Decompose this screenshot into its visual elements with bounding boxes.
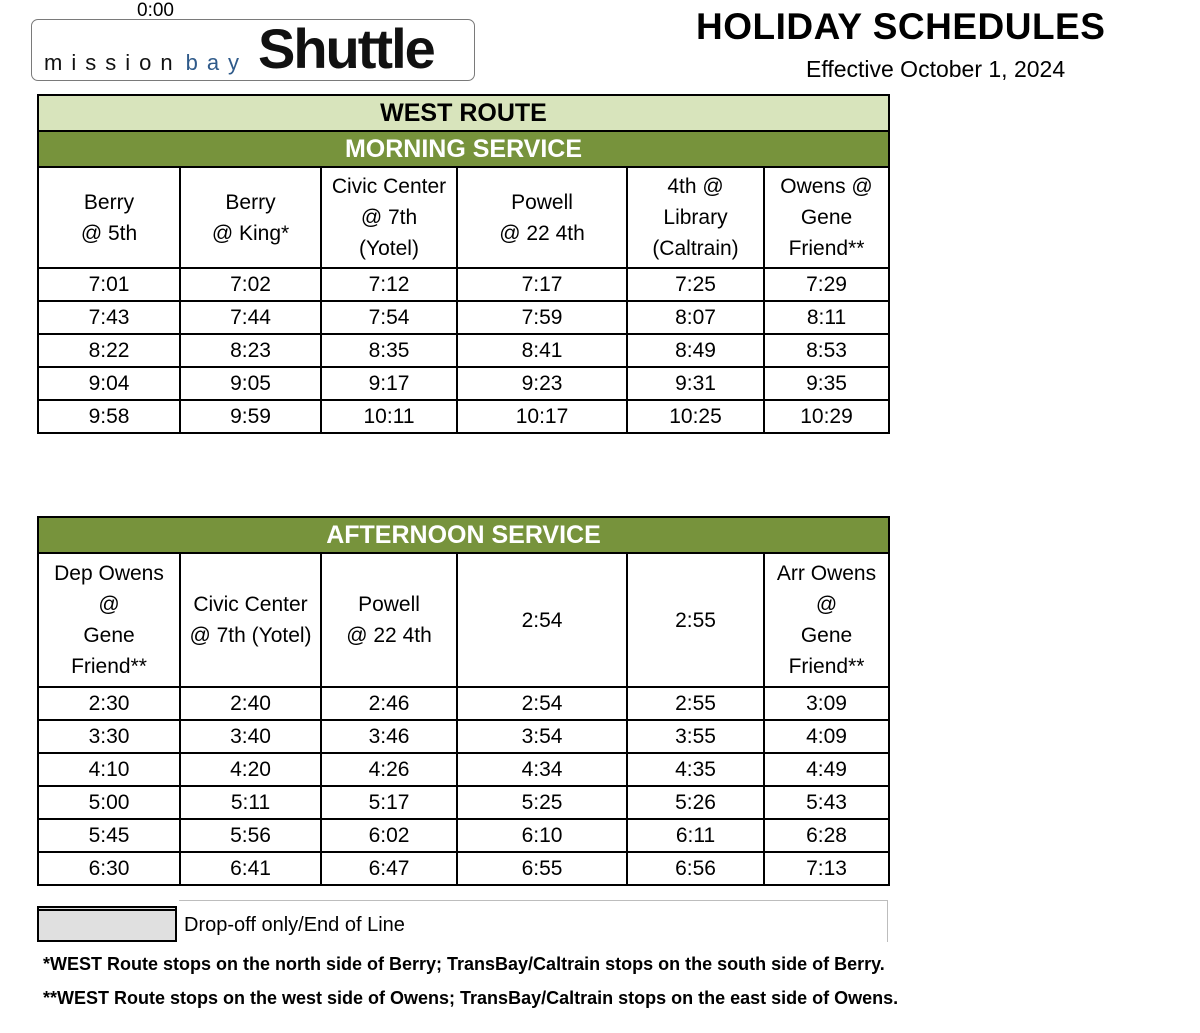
morning-column-header <box>627 167 764 268</box>
departure-time-cell: 8:35 <box>321 334 457 367</box>
table-row <box>38 367 889 400</box>
departure-time-cell: 5:56 <box>180 819 321 852</box>
departure-time-cell: 8:11 <box>764 301 889 334</box>
departure-time-cell: 3:09 <box>764 687 889 720</box>
morning-column-header <box>180 167 321 268</box>
column-header-line: Friend** <box>788 237 865 260</box>
departure-time-cell: 9:35 <box>764 367 889 400</box>
table-row <box>38 301 889 334</box>
morning-column-header <box>764 167 889 268</box>
departure-time-cell: 4:26 <box>321 753 457 786</box>
departure-time-cell: 9:05 <box>180 367 321 400</box>
departure-time-cell: 4:20 <box>180 753 321 786</box>
column-header-line: 4th @ <box>667 175 724 198</box>
column-header-line: Civic Center <box>193 593 308 616</box>
column-header-line: Gene <box>800 206 853 229</box>
table-row <box>38 400 889 433</box>
departure-time-cell: 7:12 <box>321 268 457 301</box>
column-header-line: 2:55 <box>675 608 716 632</box>
column-header-line: Friend** <box>71 655 147 678</box>
departure-time-cell: 8:53 <box>764 334 889 367</box>
column-header-line: Friend** <box>788 655 865 678</box>
departure-time-cell: 6:02 <box>321 819 457 852</box>
departure-time-cell: 7:25 <box>627 268 764 301</box>
column-header-line: Dep Owens <box>54 562 164 585</box>
departure-time-cell: 7:02 <box>180 268 321 301</box>
table-row <box>38 786 889 819</box>
departure-time-cell: 2:54 <box>457 687 627 720</box>
departure-time-cell: 6:41 <box>180 852 321 885</box>
logo-word-bay: bay <box>185 50 249 75</box>
departure-time-cell: 3:30 <box>38 720 180 753</box>
morning-schedule-table <box>37 94 890 434</box>
column-header-line: @ 7th (Yotel) <box>189 624 312 647</box>
departure-time-cell: 7:54 <box>321 301 457 334</box>
afternoon-column-header <box>764 553 889 687</box>
departure-time-cell: 9:04 <box>38 367 180 400</box>
route-title: WEST ROUTE <box>38 95 889 131</box>
column-header-line: @ 7th <box>360 206 418 229</box>
departure-time-cell: 10:11 <box>321 400 457 433</box>
departure-time-cell: 6:55 <box>457 852 627 885</box>
departure-time-cell: 4:10 <box>38 753 180 786</box>
departure-time-cell: 5:00 <box>38 786 180 819</box>
departure-time-cell: 9:58 <box>38 400 180 433</box>
departure-time-cell: 6:10 <box>457 819 627 852</box>
departure-time-cell: 9:17 <box>321 367 457 400</box>
column-header-line: @ <box>98 593 120 616</box>
legend-swatch <box>37 906 177 942</box>
table-row <box>38 753 889 786</box>
departure-time-cell: 7:43 <box>38 301 180 334</box>
departure-time-cell: 3:55 <box>627 720 764 753</box>
departure-time-cell: 2:30 <box>38 687 180 720</box>
logo-word-shuttle: Shuttle <box>258 17 434 80</box>
departure-time-cell: 8:41 <box>457 334 627 367</box>
mission-bay-shuttle-logo <box>31 19 475 81</box>
column-header-line: Berry <box>225 190 276 214</box>
morning-service-title: MORNING SERVICE <box>38 131 889 167</box>
column-header-line: Gene <box>800 624 853 647</box>
page-title: HOLIDAY SCHEDULES <box>696 6 1106 47</box>
footnote-berry: *WEST Route stops on the north side of Berry; TransBay/Caltrain stops on the south side of Berry. <box>43 954 885 974</box>
departure-time-cell: 6:11 <box>627 819 764 852</box>
departure-time-cell: 8:07 <box>627 301 764 334</box>
departure-time-cell: 6:56 <box>627 852 764 885</box>
column-header-line: @ <box>815 593 838 616</box>
departure-time-cell: 2:46 <box>321 687 457 720</box>
column-header-line: (Yotel) <box>359 237 419 260</box>
departure-time-cell: 4:35 <box>627 753 764 786</box>
departure-time-cell: 3:40 <box>180 720 321 753</box>
column-header-line: Gene <box>83 624 135 647</box>
column-header-line: Powell <box>511 190 573 214</box>
afternoon-column-header <box>627 553 764 687</box>
column-header-line: Powell <box>358 593 420 616</box>
departure-time-cell: 7:17 <box>457 268 627 301</box>
departure-time-cell: 10:29 <box>764 400 889 433</box>
column-header-line: Berry <box>83 190 135 214</box>
departure-time-cell: 8:23 <box>180 334 321 367</box>
departure-time-cell: 5:25 <box>457 786 627 819</box>
departure-time-cell: 10:17 <box>457 400 627 433</box>
column-header-line: @ 22 4th <box>499 221 585 245</box>
departure-time-cell: 3:54 <box>457 720 627 753</box>
logo-word-mission: mission <box>44 50 182 75</box>
afternoon-column-header <box>457 553 627 687</box>
morning-column-header <box>457 167 627 268</box>
morning-column-header <box>321 167 457 268</box>
table-row <box>38 334 889 367</box>
departure-time-cell: 7:01 <box>38 268 180 301</box>
departure-time-cell: 2:55 <box>627 687 764 720</box>
departure-time-cell: 5:26 <box>627 786 764 819</box>
column-header-line: (Caltrain) <box>652 237 739 260</box>
departure-time-cell: 4:09 <box>764 720 889 753</box>
column-header-line: Civic Center <box>331 175 447 198</box>
departure-time-cell: 9:31 <box>627 367 764 400</box>
afternoon-service-title: AFTERNOON SERVICE <box>38 517 889 553</box>
table-row <box>38 819 889 852</box>
morning-column-header <box>38 167 180 268</box>
departure-time-cell: 4:34 <box>457 753 627 786</box>
departure-time-cell: 6:28 <box>764 819 889 852</box>
departure-time-cell: 3:46 <box>321 720 457 753</box>
effective-date: Effective October 1, 2024 <box>806 56 1066 82</box>
departure-time-cell: 6:47 <box>321 852 457 885</box>
afternoon-schedule-table <box>37 516 890 886</box>
legend-label: Drop-off only/End of Line <box>184 914 405 936</box>
table-row <box>38 268 889 301</box>
afternoon-column-header <box>38 553 180 687</box>
departure-time-cell: 7:29 <box>764 268 889 301</box>
departure-time-cell: 5:11 <box>180 786 321 819</box>
column-header-line: @ King* <box>211 221 290 245</box>
column-header-line: @ 5th <box>80 221 138 245</box>
table-row <box>38 687 889 720</box>
afternoon-column-header <box>321 553 457 687</box>
departure-time-cell: 4:49 <box>764 753 889 786</box>
footnote-owens: **WEST Route stops on the west side of Owens; TransBay/Caltrain stops on the east side of Owens. <box>43 988 899 1008</box>
departure-time-cell: 9:59 <box>180 400 321 433</box>
table-row <box>38 720 889 753</box>
departure-time-cell: 5:17 <box>321 786 457 819</box>
timer: 0:00 <box>137 0 174 21</box>
departure-time-cell: 7:44 <box>180 301 321 334</box>
departure-time-cell: 10:25 <box>627 400 764 433</box>
afternoon-column-header <box>180 553 321 687</box>
column-header-line: Library <box>663 206 728 229</box>
departure-time-cell: 8:22 <box>38 334 180 367</box>
departure-time-cell: 2:40 <box>180 687 321 720</box>
table-row <box>38 852 889 885</box>
column-header-line: Arr Owens <box>776 562 877 585</box>
departure-time-cell: 6:30 <box>38 852 180 885</box>
column-header-line: Owens @ <box>780 175 873 198</box>
column-header-line: @ 22 4th <box>346 624 432 647</box>
departure-time-cell: 7:59 <box>457 301 627 334</box>
departure-time-cell: 9:23 <box>457 367 627 400</box>
departure-time-cell: 8:49 <box>627 334 764 367</box>
legend <box>37 900 888 944</box>
column-header-line: 2:54 <box>521 608 563 632</box>
departure-time-cell: 5:45 <box>38 819 180 852</box>
departure-time-cell: 5:43 <box>764 786 889 819</box>
departure-time-cell: 7:13 <box>764 852 889 885</box>
